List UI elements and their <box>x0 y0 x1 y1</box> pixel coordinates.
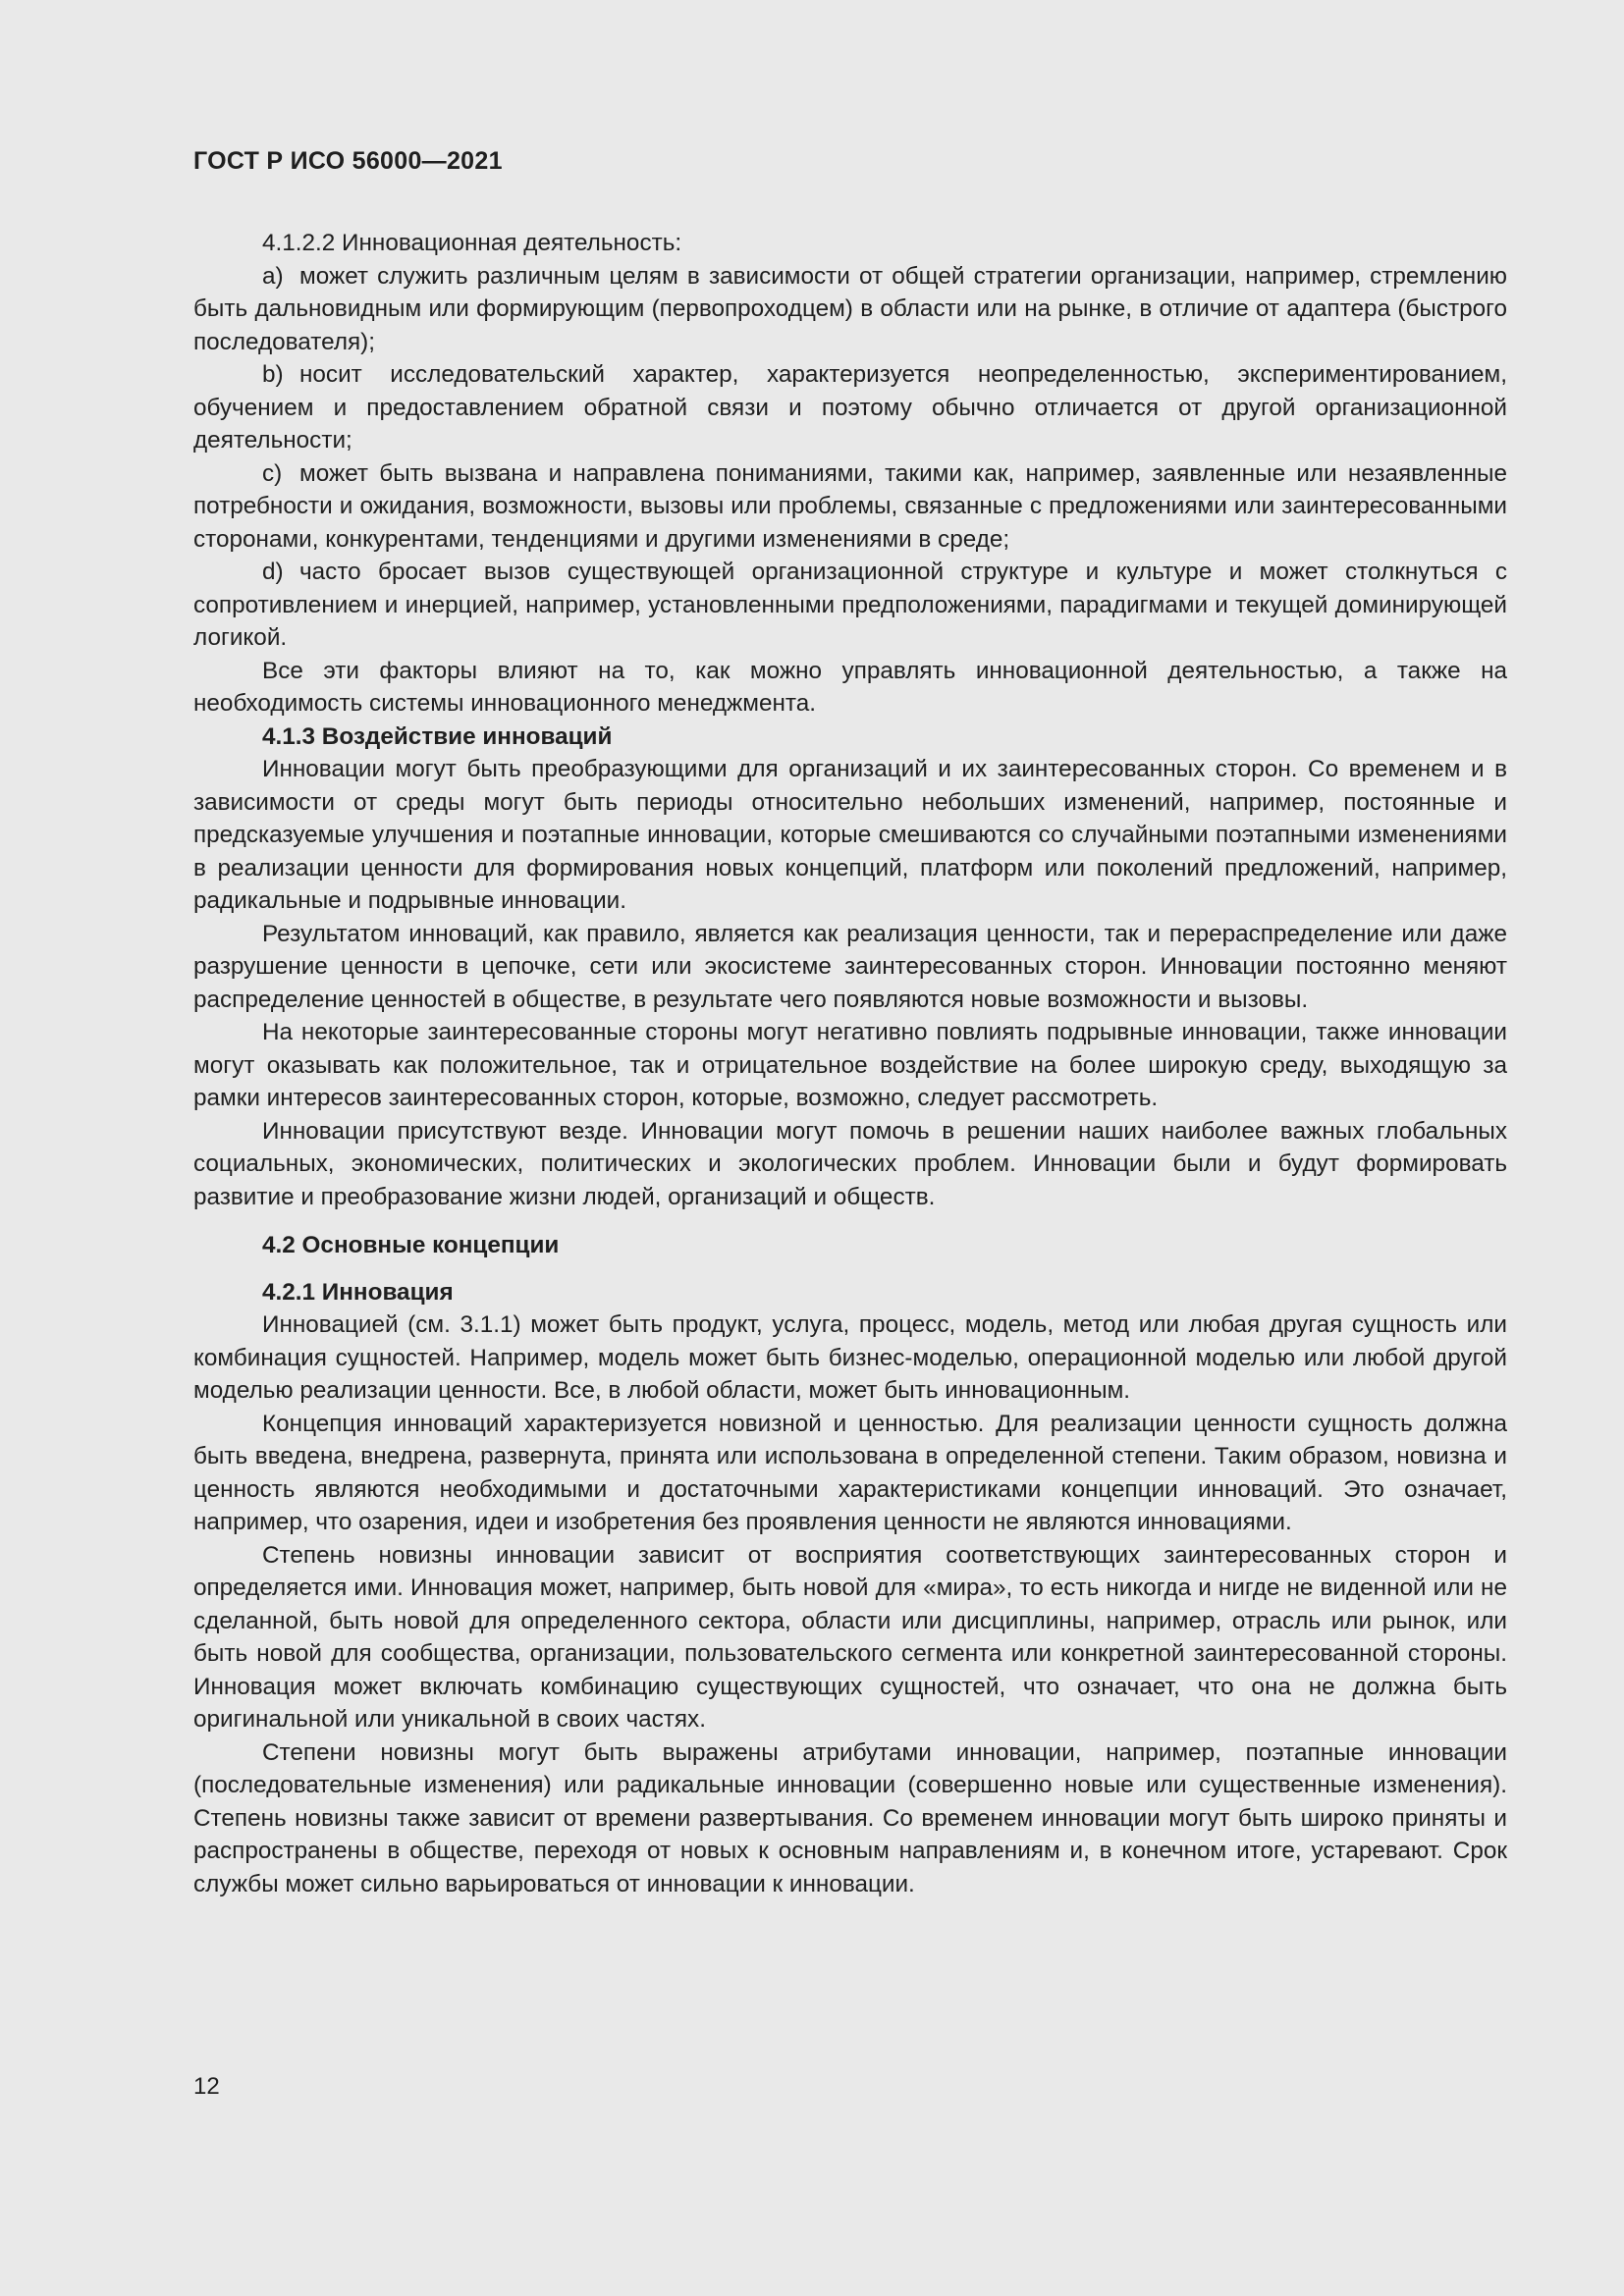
paragraph-4-2-1-1: Инновацией (см. 3.1.1) может быть продукт, услуга, процесс, модель, метод или любая другая сущность или комбинация сущностей. Например, модель может быть бизнес-моделью, операционной моделью или любой другой моделью реализации ценности. Все, в любой области, может быть инновационным. <box>193 1311 1507 1404</box>
list-label-b: b) <box>262 361 284 388</box>
paragraph-4-1-3-3: На некоторые заинтересованные стороны могут негативно повлиять подрывные инновации, также инновации могут оказывать как положительное, так и отрицательное воздействие на более широкую среду, выходящую за рамки интересов заинтересованных сторон, которые, возможно, следует рассмотреть. <box>193 1019 1507 1111</box>
paragraph-4-1-3-1: Инновации могут быть преобразующими для организаций и их заинтересованных сторон. Со временем и в зависимости от среды могут быть периоды относительно небольших изменений, например, постоянные и предсказуемые улучшения и поэтапные инновации, которые смешиваются со случайными поэтапными изменениями в реализации ценности для формирования новых концепций, платформ или поколений предложений, например, радикальные и подрывные инновации. <box>193 756 1507 914</box>
page-number: 12 <box>193 2073 220 2100</box>
paragraph-4-2-1-3: Степень новизны инновации зависит от восприятия соответствующих заинтересованных сторон и определяется ими. Инновация может, например, быть новой для «мира», то есть никогда и нигде не виденной или не сделанной, быть новой для определенного сектора, области или дисциплины, например, отрасль или рынок, или быть новой для сообщества, организации, пользовательского сегмента или конкретной заинтересованной стороны. Инновация может включать комбинацию существующих сущностей, что означает, что она не должна быть оригинальной или уникальной в своих частях. <box>193 1541 1507 1733</box>
list-item-c <box>193 457 1507 557</box>
list-label-d: d) <box>262 559 284 585</box>
document-body <box>193 227 1507 1900</box>
list-item-b <box>193 358 1507 457</box>
clause-4-1-2-2-closing: Все эти факторы влияют на то, как можно управлять инновационной деятельностью, а также на необходимость системы инновационного менеджмента. <box>193 657 1507 717</box>
list-label-a: a) <box>262 262 284 290</box>
paragraph-4-2-1-2: Концепция инноваций характеризуется новизной и ценностью. Для реализации ценности сущность должна быть введена, внедрена, развернута, принята или использована в определенной степени. Таким образом, новизна и ценность являются необходимыми и достаточными характеристиками концепции инноваций. Это означает, например, что озарения, идеи и изобретения без проявления ценности не являются инновациями. <box>193 1410 1507 1535</box>
list-label-c: c) <box>262 459 283 487</box>
list-item-a <box>193 260 1507 359</box>
list-item-d <box>193 556 1507 655</box>
list-text-c: может быть вызвана и направлена пониманиями, такими как, например, заявленные или незаявленные потребности и ожидания, возможности, вызовы или проблемы, связанные с предложениями или заинтересованными сторонами, конкурентами, тенденциями и другими изменениями в среде; <box>193 459 1507 553</box>
list-text-d: часто бросает вызов существующей организационной структуре и культуре и может столкнуться с сопротивлением и инерцией, например, установленными предположениями, парадигмами и текущей доминирующей логикой. <box>193 559 1507 651</box>
paragraph-4-1-3-4: Инновации присутствуют везде. Инновации могут помочь в решении наших наиболее важных глобальных социальных, экономических, политических и экологических проблем. Инновации были и будут формировать развитие и преобразование жизни людей, организаций и обществ. <box>193 1117 1507 1210</box>
list-text-b: носит исследовательский характер, характеризуется неопределенностью, экспериментированием, обучением и предоставлением обратной связи и поэтому обычно отличается от другой организационной деятельности; <box>193 361 1507 454</box>
heading-4-2: 4.2 Основные концепции <box>262 1232 560 1258</box>
standard-header: ГОСТ Р ИСО 56000—2021 <box>193 147 503 175</box>
paragraph-4-1-3-2: Результатом инноваций, как правило, является как реализация ценности, так и перераспределение или даже разрушение ценности в цепочке, сети или экосистеме заинтересованных сторон. Инновации постоянно меняют распределение ценностей в обществе, в результате чего появляются новые возможности и вызовы. <box>193 920 1507 1013</box>
list-text-a: может служить различным целям в зависимости от общей стратегии организации, например, стремлению быть дальновидным или формирующим (первопроходцем) в области или на рынке, в отличие от адаптера (быстрого последователя); <box>193 262 1507 355</box>
paragraph-4-2-1-4: Степени новизны могут быть выражены атрибутами инновации, например, поэтапные инновации (последовательные изменения) или радикальные инновации (совершенно новые или существенные изменения). Степень новизны также зависит от времени развертывания. Со временем инновации могут быть широко приняты и распространены в обществе, переходя от новых к основным направлениям и, в конечном итоге, устаревают. Срок службы может сильно варьироваться от инновации к инновации. <box>193 1738 1507 1897</box>
heading-4-2-1: 4.2.1 Инновация <box>262 1278 454 1306</box>
clause-4-1-2-2-intro: 4.1.2.2 Инновационная деятельность: <box>262 230 682 256</box>
heading-4-1-3: 4.1.3 Воздействие инноваций <box>262 722 613 750</box>
